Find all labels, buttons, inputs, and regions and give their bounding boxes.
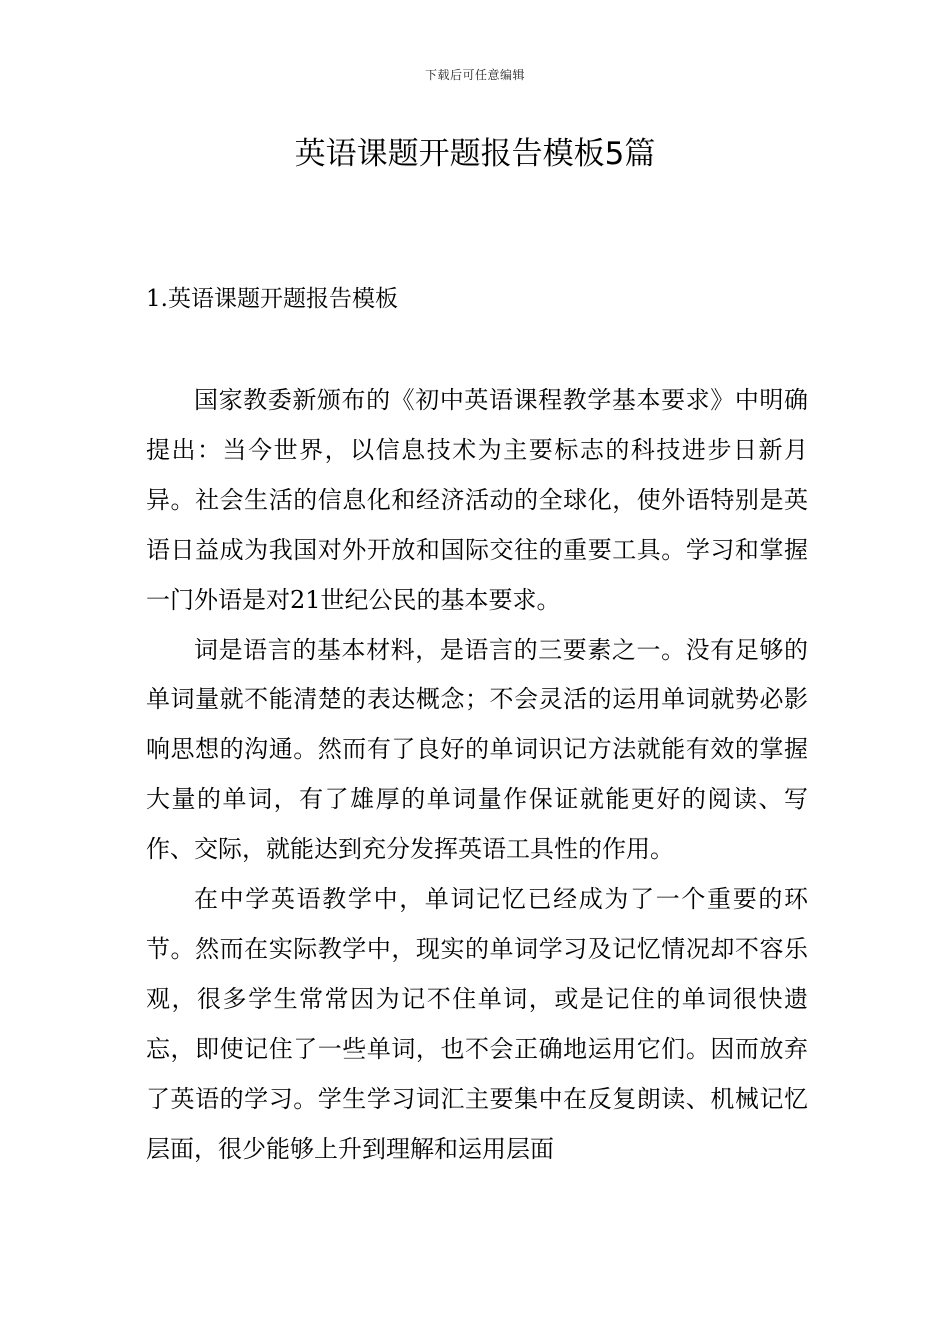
paragraph: 在中学英语教学中，单词记忆已经成为了一个重要的环节。然而在实际教学中，现实的单词学习及记忆情况却不容乐观，很多学生常常因为记不住单词，或是记住的单词很快遗忘，即使记住了一些单词，也不会正确地运用它们。因而放弃了英语的学习。学生学习词汇主要集中在反复朗读、机械记忆层面，很少能够上升到理解和运用层面 bbox=[146, 885, 808, 1163]
header-note: 下载后可任意编辑 bbox=[424, 68, 525, 82]
document-title: 英语课题开题报告模板5篇 bbox=[294, 136, 656, 172]
document-body bbox=[146, 376, 808, 1175]
paragraph: 国家教委新颁布的《初中英语课程教学基本要求》中明确提出：当今世界，以信息技术为主要标志的科技进步日新月异。社会生活的信息化和经济活动的全球化，使外语特别是英语日益成为我国对外开放和国际交往的重要工具。学习和掌握一门外语是对21世纪公民的基本要求。 bbox=[146, 386, 808, 614]
paragraph: 词是语言的基本材料，是语言的三要素之一。没有足够的单词量就不能清楚的表达概念；不会灵活的运用单词就势必影响思想的沟通。然而有了良好的单词识记方法就能有效的掌握大量的单词，有了雄厚的单词量作保证就能更好的阅读、写作、交际，就能达到充分发挥英语工具性的作用。 bbox=[146, 635, 808, 864]
section-heading: 1.英语课题开题报告模板 bbox=[146, 286, 398, 312]
